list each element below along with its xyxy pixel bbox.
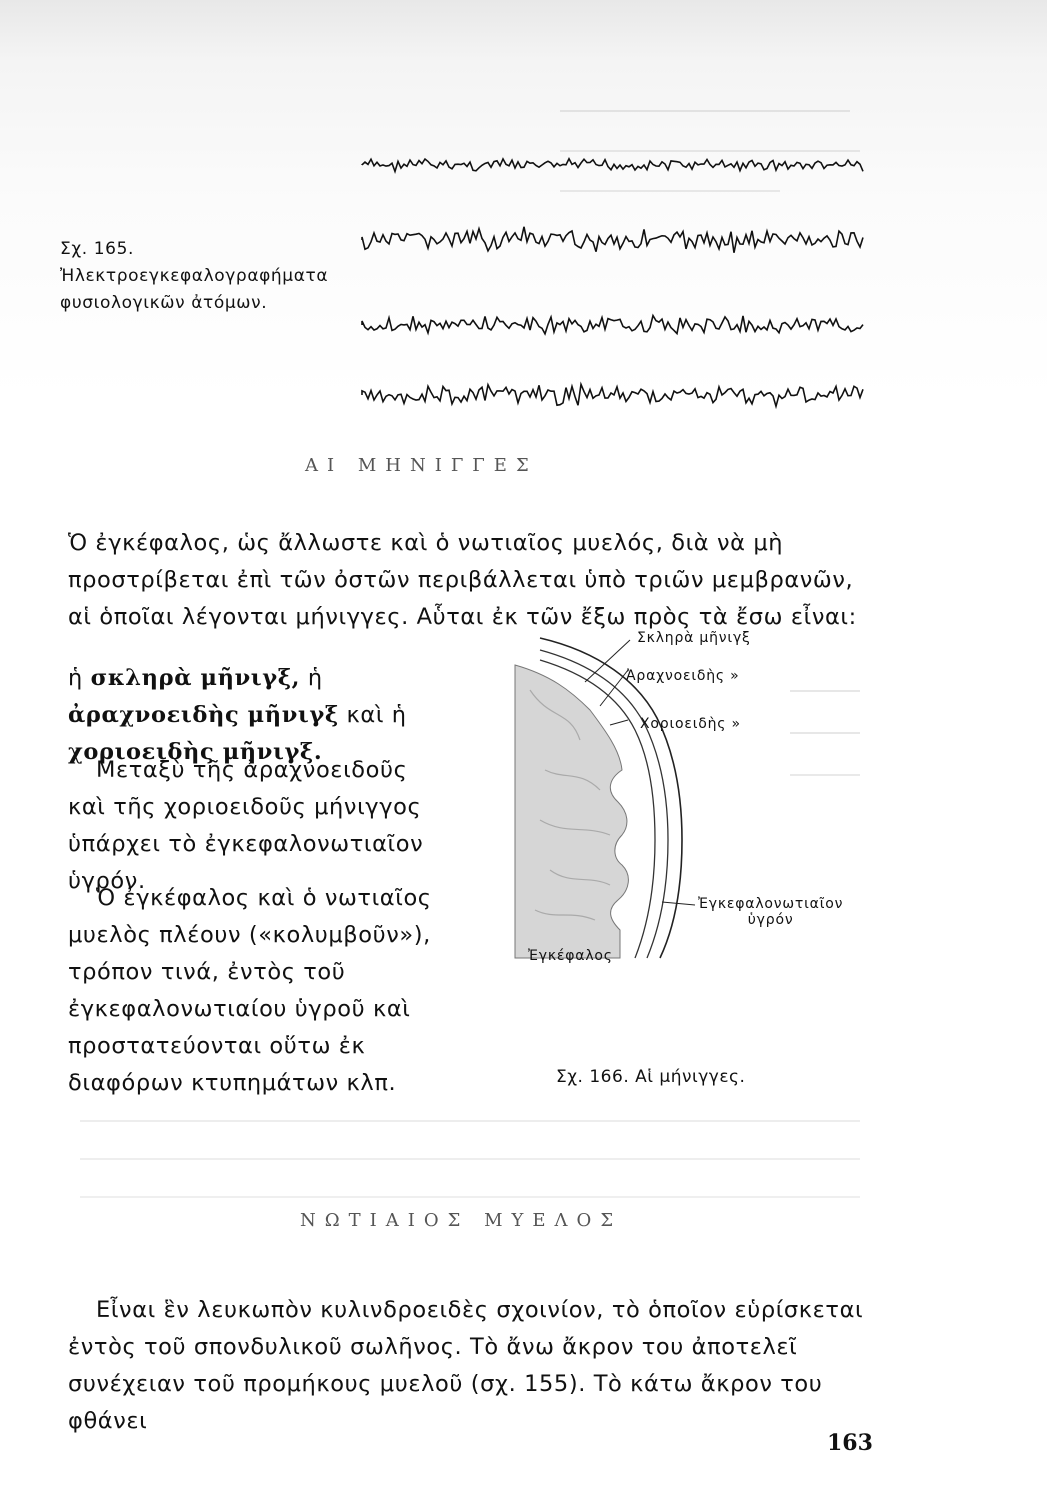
section-heading-meninges: ΑΙ ΜΗΝΙΓΓΕΣ	[305, 455, 538, 476]
figure-165-caption: Σχ. 165. Ἠλεκτροεγκεφαλογραφήματα φυσιολογικῶν ἀτόμων.	[60, 239, 329, 313]
membranes-prefix: ἡ	[68, 665, 83, 691]
eeg-trace-1	[362, 159, 863, 172]
meninges-paragraph-csf: Μεταξὺ τῆς ἀραχνοειδοῦς καὶ τῆς χοριοειδοῦς μήνιγγος ὑπάρχει τὸ ἐγκεφαλονωτιαῖον ὑγρόν.	[68, 757, 424, 894]
cortex-shape	[515, 665, 628, 958]
pointer-csf	[662, 902, 695, 905]
meninges-paragraph-protection: Ὁ ἐγκέφαλος καὶ ὁ νωτιαῖος μυελὸς πλέουν («κολυμβοῦν»), τρόπον τινά, ἐντὸς τοῦ ἐγκεφαλονωτιαίου ὑγροῦ καὶ προστατεύονται οὕτω ἐκ διαφόρων κτυπημάτων κλπ.	[68, 885, 432, 1096]
membrane-dura: σκληρὰ μῆνιγξ,	[90, 665, 301, 691]
label-brain: Ἐγκέφαλος	[528, 948, 613, 964]
show-through-bottom	[80, 1110, 860, 1198]
meninges-intro-text: Ὁ ἐγκέφαλος, ὡς ἄλλωστε καὶ ὁ νωτιαῖος μυελός, διὰ νὰ μὴ προστρίβεται ἐπὶ τῶν ὀστῶν περιβάλλεται ὑπὸ τριῶν μεμβρανῶν, αἱ ὁποῖαι λέγονται μήνιγγες. Αὗται ἐκ τῶν ἔξω πρὸς τὰ ἔσω εἶναι:	[68, 530, 857, 630]
membrane-pia: χοριοειδὴς μῆνιγξ.	[68, 739, 323, 765]
label-csf-line1: Ἐγκεφαλονωτιαῖον	[698, 896, 844, 912]
membranes-separator: ἡ	[307, 665, 323, 691]
show-through-mid	[790, 680, 860, 776]
pointer-pia	[610, 720, 628, 725]
label-dura: Σκληρὰ μῆνιγξ	[637, 630, 751, 646]
page-number: 163	[827, 1430, 873, 1456]
label-csf	[698, 896, 843, 928]
label-pia: Χοριοειδὴς »	[640, 716, 741, 732]
figure-166-caption: Σχ. 166. Αἱ μήνιγγες.	[556, 1067, 746, 1087]
meninges-intro-paragraph	[68, 525, 868, 636]
label-arachnoid: Ἀραχνοειδὴς »	[626, 668, 740, 684]
eeg-trace-3	[362, 316, 863, 334]
eeg-trace-4	[362, 384, 863, 406]
spinal-cord-paragraph: Εἶναι ἓν λευκωπὸν κυλινδροειδὲς σχοινίον, τὸ ὁποῖον εὑρίσκεται ἐντὸς τοῦ σπονδυλικοῦ σωλῆνος. Τὸ ἄνω ἄκρον του ἀποτελεῖ συνέχειαν τοῦ προμήκους μυελοῦ (σχ. 155). Τὸ κάτω ἄκρον του φθάνει	[68, 1297, 864, 1434]
label-csf-line2: ὑγρόν	[747, 912, 794, 928]
section-heading-spinal-cord: ΝΩΤΙΑΙΟΣ ΜΥΕΛΟΣ	[300, 1210, 623, 1231]
eeg-traces-figure	[360, 140, 870, 420]
eeg-trace-2	[362, 227, 863, 253]
membranes-and: καὶ ἡ	[346, 702, 407, 728]
membrane-arachnoid: ἀραχνοειδὴς μῆνιγξ	[68, 702, 339, 728]
